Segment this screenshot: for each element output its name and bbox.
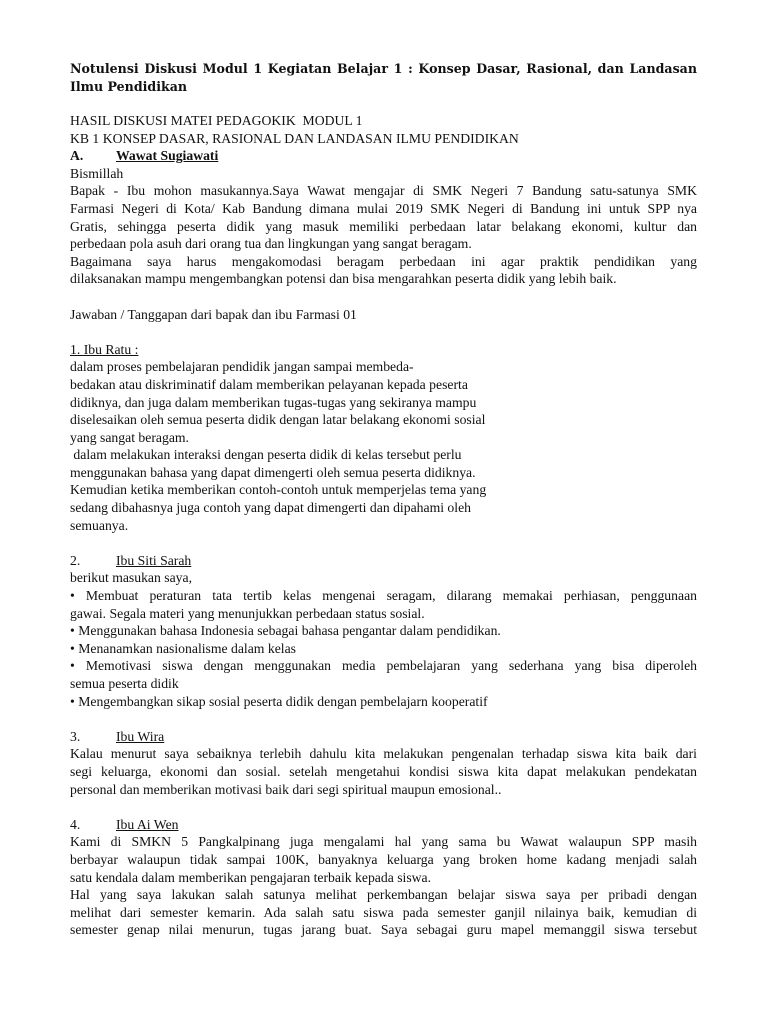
paragraph-line: satu kendala dalam memberikan pengajaran terbaik kepada siswa. [70,869,432,885]
response-1-line: yang sangat beragam. [70,429,189,445]
paragraph-line: Kami di SMKN 5 Pangkalpinang juga mengalami hal yang sama bu Wawat walaupun SPP masih [70,834,697,850]
paragraph-line: segi keluarga, ekonomi dan sosial. setelah mengetahui kondisi siswa kita dapat melakukan pendekatan [70,763,697,779]
paragraph-line: dilaksanakan mampu mengembangkan potensi dan bisa mengarahkan peserta didik yang lebih baik. [70,271,617,287]
spacer [70,534,697,552]
section-a-heading [70,147,697,165]
spacer [70,710,697,728]
bullet-item: • Menggunakan bahasa Indonesia sebagai bahasa pengantar dalam pendidikan. [70,623,501,639]
response-1-line: dalam melakukan interaksi dengan peserta didik di kelas tersebut perlu [70,447,462,463]
section-a-name: Wawat Sugiawati [116,148,219,164]
response-1-line: diselesaikan oleh semua peserta didik dengan latar belakang ekonomi sosial [70,412,486,428]
response-4-name: Ibu Ai Wen [116,816,179,832]
response-2-name: Ibu Siti Sarah [116,552,192,568]
bullet-item: • Membuat peraturan tata tertib kelas mengenai seragam, dilarang memakai perhiasan, penggunaan [70,588,697,604]
paragraph-line: perbedaan pola asuh dari orang tua dan lingkungan yang sangat beragam. [70,236,472,252]
response-1-line: sedang dibahasnya juga contoh yang dapat dimengerti dan dipahami oleh [70,500,472,516]
response-1-line: dalam proses pembelajaran pendidik jangan sampai membeda- [70,359,414,375]
section-a-greeting: Bismillah [70,165,124,181]
response-4-number: 4. [70,816,81,832]
response-3-heading [70,728,697,746]
bullet-item: • Mengembangkan sikap sosial peserta didik dengan pembelajarn kooperatif [70,693,488,709]
response-3-number: 3. [70,728,81,744]
paragraph-line: Farmasi Negeri di Kota/ Kab Bandung dimana mulai 2019 SMK Negeri di Bandung ini untuk SPP nya [70,200,697,216]
bullet-item: • Memotivasi siswa dengan menggunakan media pembelajaran yang sederhana yang bisa diperoleh [70,658,697,674]
response-2-number: 2. [70,552,81,568]
section-a-letter: A. [70,148,84,164]
heading-kb1: KB 1 KONSEP DASAR, RASIONAL DAN LANDASAN ILMU PENDIDIKAN [70,130,519,146]
paragraph-line: semester genap nilai menurun, tugas jarang buat. Saya sebagai guru mapel memanggil siswa tersebut [70,922,697,938]
response-1-line: semuanya. [70,517,129,533]
response-1-line: menggunakan bahasa yang dapat dimengerti oleh semua peserta didiknya. [70,464,476,480]
document-body [70,112,697,939]
responses-intro: Jawaban / Tanggapan dari bapak dan ibu Farmasi 01 [70,306,357,322]
paragraph-line: Kalau menurut saya sebaiknya terlebih dahulu kita melakukan pengenalan terhadap siswa kita baik dari [70,746,697,762]
bullet-item-cont: semua peserta didik [70,676,179,691]
spacer [70,288,697,306]
document-title: Notulensi Diskusi Modul 1 Kegiatan Belajar 1 : Konsep Dasar, Rasional, dan Landasan Ilmu Pendidikan [70,61,697,94]
bullet-item-cont: gawai. Segala materi yang menunjukkan perbedaan status sosial. [70,605,425,621]
response-1-line: bedakan atau diskriminatif dalam memberikan pelayanan kepada peserta [70,376,468,392]
paragraph-line: personal dan memberikan motivasi baik dari segi spiritual maupun emosional.. [70,781,502,797]
response-2-intro: berikut masukan saya, [70,570,193,586]
paragraph-line: berbayar walaupun tidak sampai 100K, banyaknya keluarga yang broken home kadang menjadi salah [70,851,697,867]
paragraph-line: Gratis, sehingga peserta didik yang masuk memiliki perbedaan latar belakang ekonomi, kultur dan [70,218,697,234]
paragraph-line: melihat dari semester kemarin. Ada salah satu siswa pada semester ganjil nilainya baik, kemudian di [70,904,697,920]
spacer [70,798,697,816]
response-1-line: didiknya, dan juga dalam memberikan tugas-tugas yang sekiranya mampu [70,394,477,410]
response-2-heading [70,552,697,570]
response-1-name: 1. Ibu Ratu : [70,341,139,357]
document-page [70,60,697,939]
bullet-item: • Menanamkan nasionalisme dalam kelas [70,640,297,656]
paragraph-line: Bagaimana saya harus mengakomodasi beragam perbedaan ini agar praktik pendidikan yang [70,253,697,269]
response-4-heading [70,816,697,834]
paragraph-line: Bapak - Ibu mohon masukannya.Saya Wawat mengajar di SMK Negeri 7 Bandung satu-satunya SMK [70,183,697,199]
response-1-line: Kemudian ketika memberikan contoh-contoh untuk memperjelas tema yang [70,482,487,498]
heading-hasil-diskusi: HASIL DISKUSI MATEI PEDAGOKIK MODUL 1 [70,113,363,128]
paragraph-line: Hal yang saya lakukan salah satunya melihat perkembangan belajar siswa saya per pribadi dengan [70,887,697,903]
spacer [70,323,697,341]
response-3-name: Ibu Wira [116,728,165,744]
